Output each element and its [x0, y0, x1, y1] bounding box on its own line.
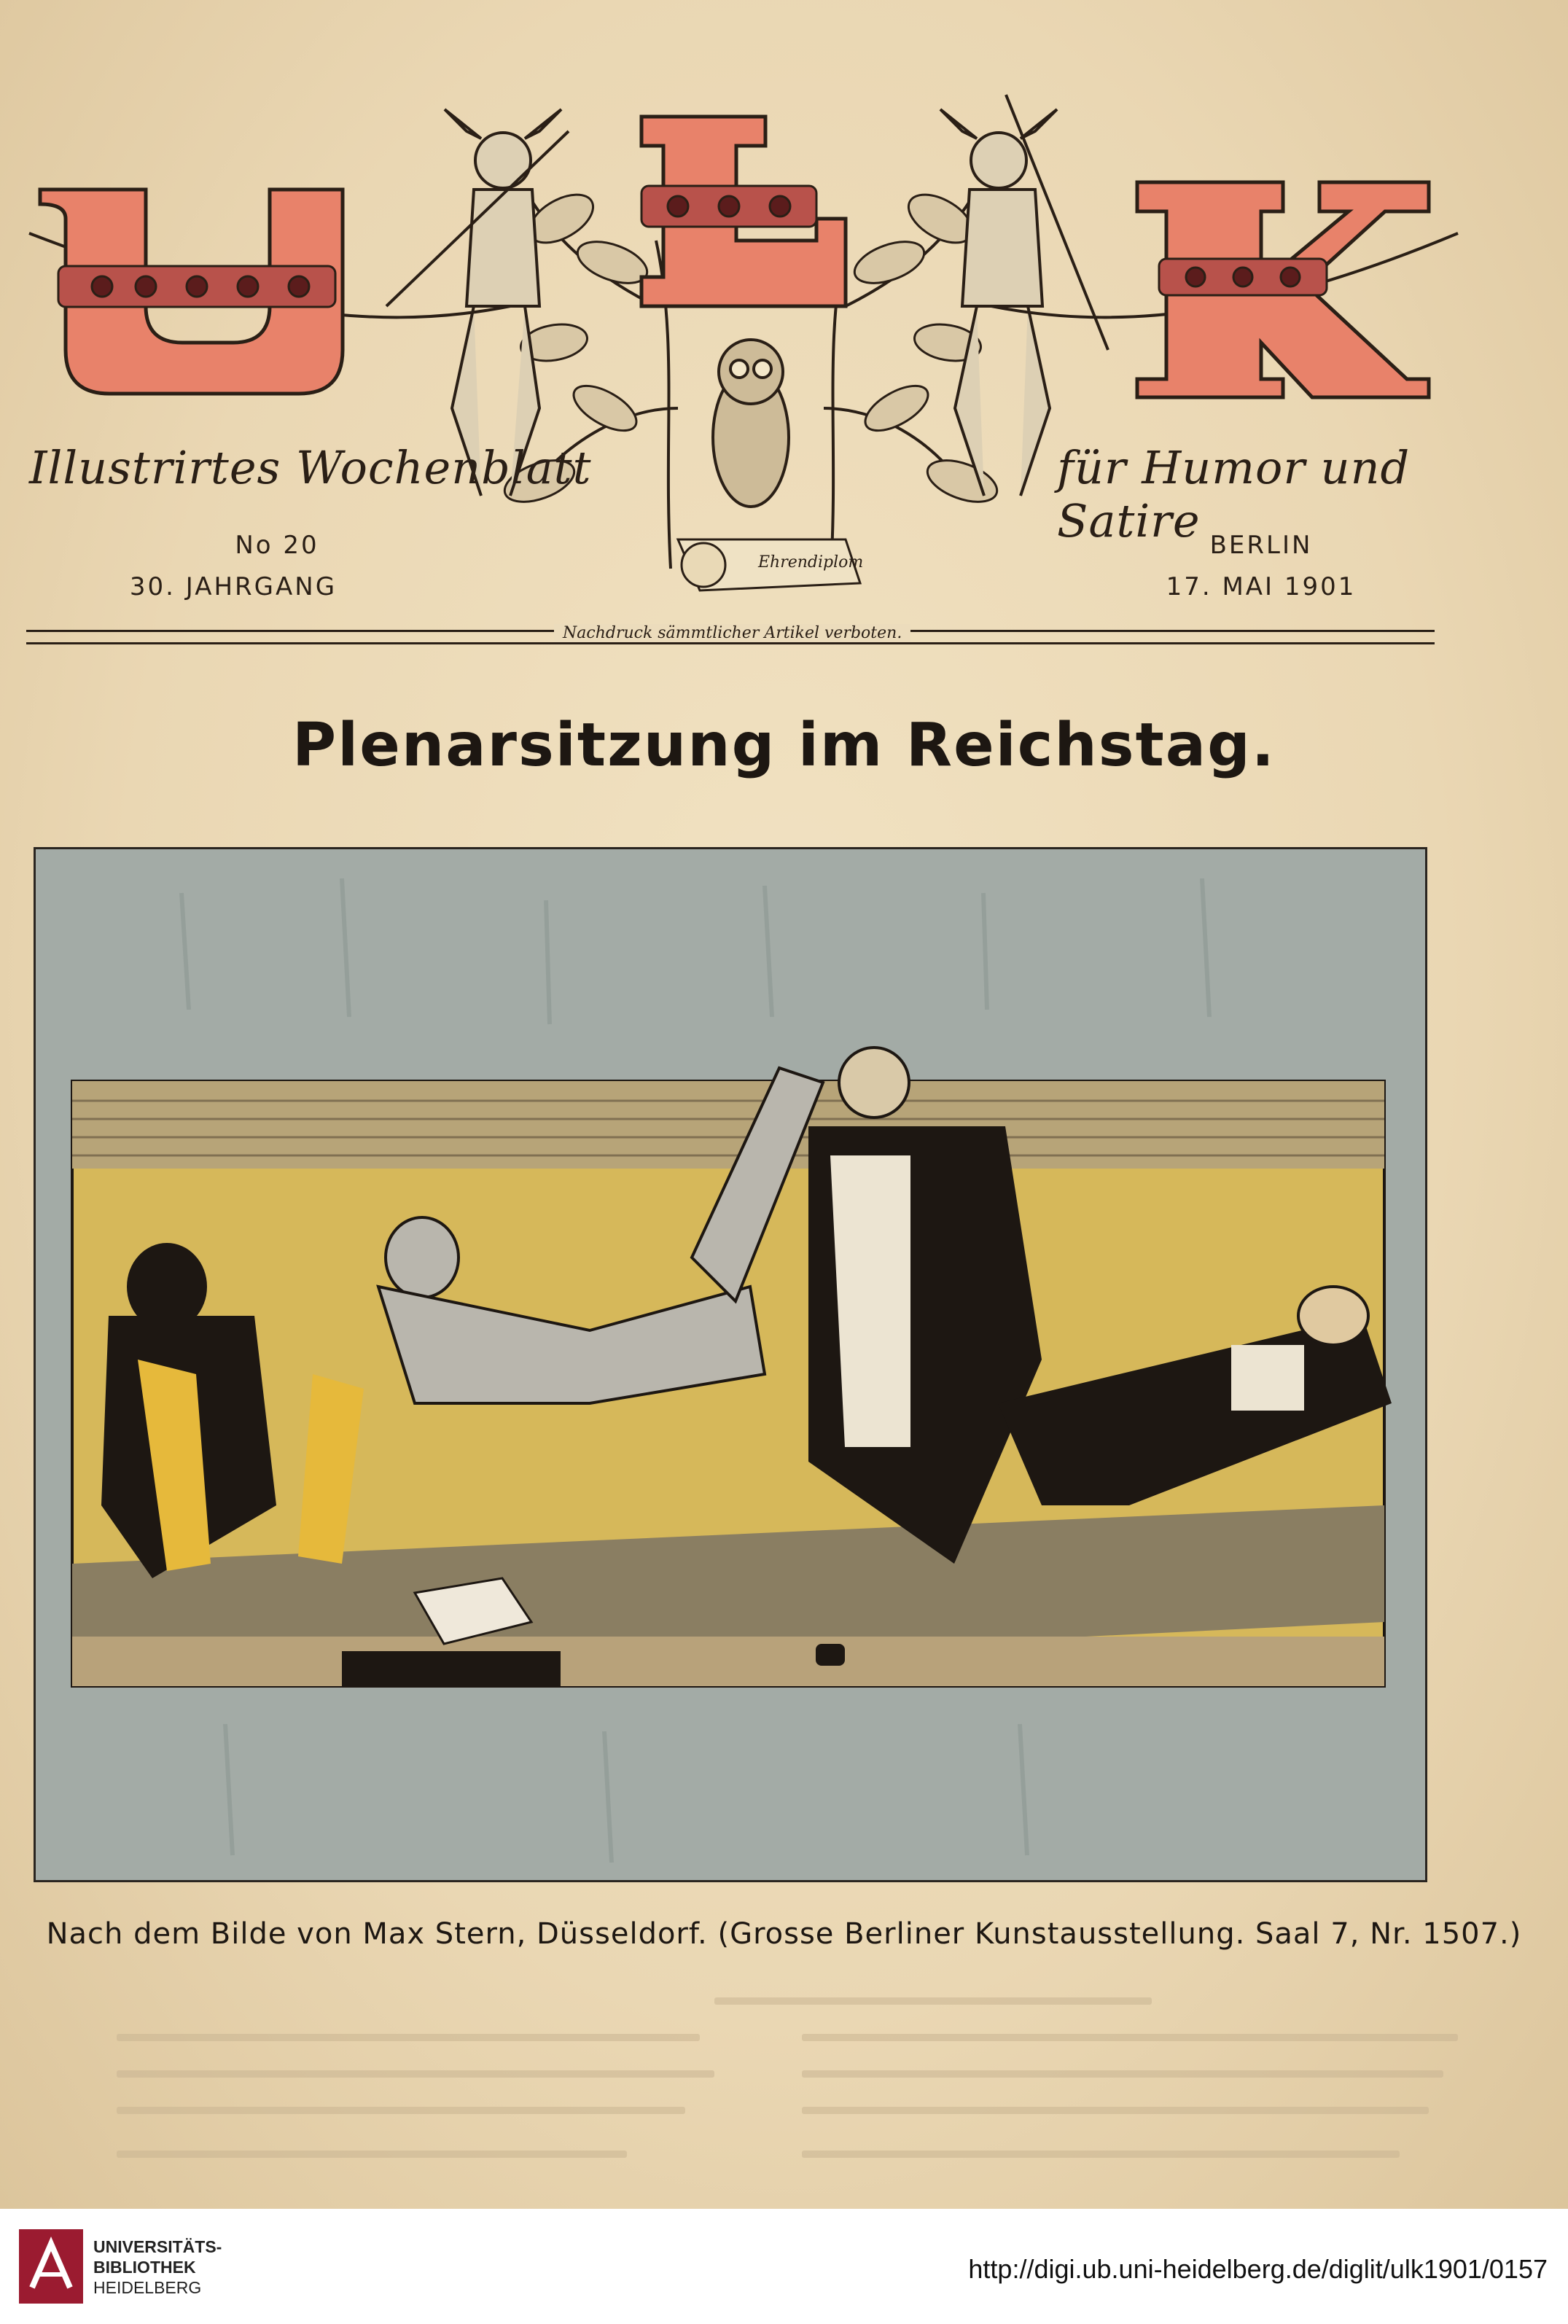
volume-label: 30. JAHRGANG: [129, 572, 338, 601]
article-headline: Plenarsitzung im Reichstag.: [292, 711, 1276, 780]
issue-number: No 20: [235, 531, 319, 560]
illustration-reichstag: [34, 847, 1427, 1882]
subtitle-left: Illustrirtes Wochenblatt: [29, 441, 592, 494]
library-line-2: BIBLIOTHEK: [93, 2258, 196, 2277]
issue-date: 17. MAI 1901: [1166, 572, 1357, 601]
university-library-logo: [19, 2229, 83, 2304]
show-through-text: [73, 1983, 1458, 2194]
reprint-notice: Nachdruck sämmtlicher Artikel verboten.: [554, 624, 910, 642]
library-line-1: UNIVERSITÄTS-: [93, 2237, 222, 2256]
masthead: [0, 0, 1568, 642]
left-jester-figure: [386, 109, 569, 496]
digitization-url[interactable]: http://digi.ub.uni-heidelberg.de/diglit/ulk1901/0157: [968, 2254, 1548, 2284]
book: [342, 1651, 561, 1686]
scroll-text: Ehrendiplom: [758, 553, 864, 572]
letter-u-text: U: [190, 373, 196, 381]
owl-figure: [713, 340, 789, 507]
library-line-3: HEIDELBERG: [93, 2278, 202, 2297]
city-label: BERLIN: [1209, 531, 1313, 560]
illustration-caption: Nach dem Bilde von Max Stern, Düsseldorf. (Grosse Berliner Kunstausstellung. Saal 7, Nr. 1507.): [46, 1917, 1522, 1951]
inkwell: [816, 1644, 845, 1666]
right-jester-figure: [940, 95, 1108, 496]
digitization-footer: [0, 2209, 1568, 2324]
scene-panel: [72, 1048, 1392, 1686]
subtitle-right: für Humor und Satire: [1057, 441, 1411, 547]
library-name: [93, 2237, 222, 2298]
